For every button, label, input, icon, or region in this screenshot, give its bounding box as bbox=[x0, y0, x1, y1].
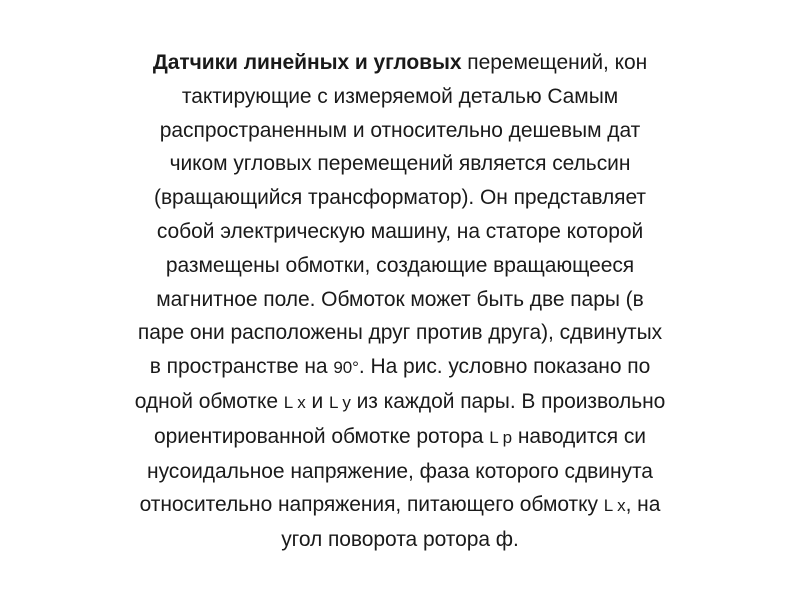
bold-heading-phrase: Датчики линейных и угловых bbox=[152, 51, 462, 74]
body-paragraph bbox=[40, 46, 760, 556]
text-line-1: Датчики линейных и угловых перемещений, кон bbox=[152, 51, 648, 74]
text-line-5: (вращающийся трансформатор). Он представляет bbox=[154, 186, 646, 210]
text-line-4: чиком угловых перемещений является сельсин bbox=[169, 152, 631, 176]
slide bbox=[40, 46, 760, 556]
text-line-7: размещены обмотки, создающие вращающееся bbox=[165, 253, 635, 277]
winding-lx-symbol: L x bbox=[283, 392, 306, 412]
winding-ly-symbol: L y bbox=[328, 392, 351, 412]
text-line-14: относительно напряжения, питающего обмотку L x, на bbox=[139, 493, 661, 517]
text-line-8: магнитное поле. Обмоток может быть две пары (в bbox=[156, 287, 644, 311]
text-line-6: собой электрическую машину, на статоре которой bbox=[156, 219, 644, 243]
text-line-2: тактирующие с измеряемой деталью Самым bbox=[181, 84, 619, 108]
text-line-15: угол поворота ротора ф. bbox=[281, 528, 519, 552]
text-line-11: одной обмотке L x и L y из каждой пары. В произвольно bbox=[134, 389, 666, 413]
text-line-3: распространенным и относительно дешевым дат bbox=[159, 118, 641, 142]
text-line-10: в пространстве на 90°. На рис. условно показано по bbox=[149, 355, 651, 379]
angle-value: 90° bbox=[333, 358, 359, 378]
text-line-13: нусоидальное напряжение, фаза которого сдвинута bbox=[147, 459, 653, 483]
winding-lx-symbol: L x bbox=[603, 496, 626, 516]
text-line-9: паре они расположены друг против друга), сдвинутых bbox=[137, 321, 663, 345]
winding-lp-symbol: L p bbox=[489, 427, 513, 447]
text-line-12: ориентированной обмотке ротора L p наводится си bbox=[154, 424, 646, 448]
